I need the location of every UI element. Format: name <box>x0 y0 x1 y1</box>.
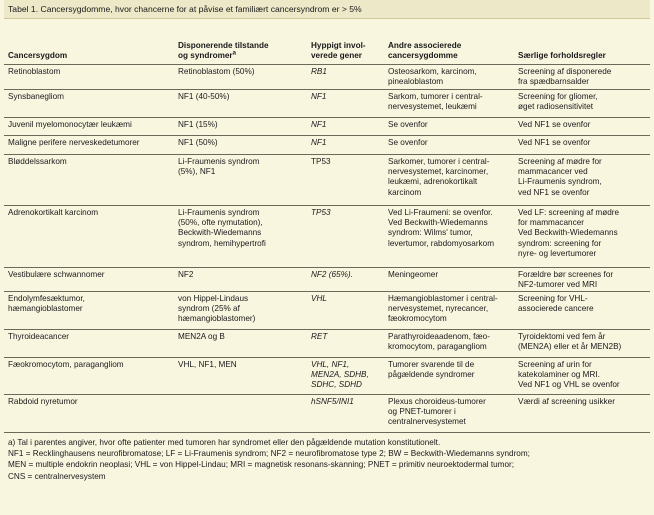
header-cancersygdom: Cancersygdom <box>4 19 174 65</box>
table-cell-c3 <box>307 155 384 206</box>
cell-line: Tumorer svarende til de <box>388 360 475 369</box>
table-cell-c1 <box>4 292 174 330</box>
table-cell-c3 <box>307 90 384 118</box>
cell-line: RET <box>311 332 328 341</box>
cell-line: (MEN2A) eller et år MEN2B) <box>518 342 622 352</box>
cell-line: NF1 <box>311 120 327 129</box>
table-cell-c4 <box>384 292 514 330</box>
cell-line: Ved Beckwith-Wiedemanns <box>388 218 488 228</box>
cell-line: Se ovenfor <box>388 138 428 147</box>
table-row <box>4 118 650 136</box>
cell-line: pinealoblastom <box>388 77 444 87</box>
cell-line: Screening for VHL- <box>518 294 588 303</box>
header-gener: Hyppigt invol- verede gener <box>307 19 384 65</box>
cell-line: NF1 (50%) <box>178 138 218 147</box>
table-cell-c5 <box>514 90 650 118</box>
table-cell-c1 <box>4 395 174 433</box>
cell-line: MEN2A, SDHB, <box>311 370 369 380</box>
cell-line: hSNF5/INI1 <box>311 397 354 406</box>
cell-line: Hæmangioblastomer i central- <box>388 294 498 303</box>
table-cell-c4 <box>384 395 514 433</box>
cell-line: Ved Beckwith-Wiedemanns <box>518 228 618 238</box>
table-cell-c4 <box>384 136 514 155</box>
table-row <box>4 330 650 358</box>
table-cell-c2 <box>174 118 307 136</box>
cell-line: syndrom, hemihypertrofi <box>178 238 266 248</box>
cell-line: fra spædbarnsalder <box>518 77 589 87</box>
table-row <box>4 358 650 395</box>
table-cell-c5 <box>514 292 650 330</box>
cell-line: nervesystemet, karcinomer, <box>388 167 489 177</box>
cell-line: Li-Fraumenis syndrom <box>178 208 260 217</box>
cell-line: pågældende syndromer <box>388 370 475 380</box>
cell-line: NF1 (15%) <box>178 120 218 129</box>
cell-line: Osteosarkom, karcinom, <box>388 67 477 76</box>
cell-line: Ved Li-Fraumeni: se ovenfor. <box>388 208 493 217</box>
table-cell-c2 <box>174 330 307 358</box>
cell-line: Værdi af screening usikker <box>518 397 615 406</box>
table-cell-c4 <box>384 330 514 358</box>
table-cell-c3 <box>307 118 384 136</box>
cell-line: NF1 <box>311 138 327 147</box>
table-cell-c3 <box>307 395 384 433</box>
table-cell-c2 <box>174 65 307 90</box>
table-cell-c1 <box>4 118 174 136</box>
cell-line: MEN2A og B <box>178 332 225 341</box>
cell-line: (50%, ofte nymutation), <box>178 218 263 228</box>
header-disponerende: Disponerende tilstande og syndromer$^a$ <box>174 19 307 65</box>
table-cell-c1 <box>4 90 174 118</box>
cell-line: Ved NF1 se ovenfor <box>518 120 591 129</box>
cell-line: Retinoblastom (50%) <box>178 67 255 76</box>
cell-line: Li-Fraumenis syndrom, <box>518 177 602 187</box>
table-cell-c5 <box>514 395 650 433</box>
cell-line: Beckwith-Wiedemanns <box>178 228 262 238</box>
cell-line: hæmangioblastomer) <box>178 314 256 324</box>
cell-line: øget radiosensitivitet <box>518 102 594 112</box>
table-cell-c2 <box>174 358 307 395</box>
cell-line: SDHC, SDHD <box>311 380 362 390</box>
cancer-syndrome-table <box>4 19 650 433</box>
table-cell-c4 <box>384 268 514 292</box>
cell-line: Ved NF1 se ovenfor <box>518 138 591 147</box>
cell-line: leukæmi, adrenokortikalt <box>388 177 478 187</box>
cell-line: VHL, NF1, MEN <box>178 360 237 369</box>
cell-line: Endolymfesæktumor, <box>8 294 85 303</box>
cell-line: Screening af disponerede <box>518 67 612 76</box>
table-cell-c2 <box>174 292 307 330</box>
header-forholdsregler: Særlige forholdsregler <box>514 19 650 65</box>
table-cell-c3 <box>307 292 384 330</box>
table-cell-c4 <box>384 118 514 136</box>
table-cell-c4 <box>384 155 514 206</box>
table-cell-c4 <box>384 90 514 118</box>
cell-line: associerede cancere <box>518 304 594 314</box>
cell-line: VHL, NF1, <box>311 360 350 369</box>
cell-line: fæokromocytom <box>388 314 447 324</box>
cell-line: levertumor, rabdomyosarkom <box>388 238 495 248</box>
table-row <box>4 136 650 155</box>
table-cell-c5 <box>514 65 650 90</box>
table-cell-c1 <box>4 136 174 155</box>
table-cell-c4 <box>384 206 514 268</box>
table-cell-c5 <box>514 358 650 395</box>
table-cell-c1 <box>4 155 174 206</box>
cell-line: Screening af urin for <box>518 360 592 369</box>
table-row <box>4 268 650 292</box>
table-row <box>4 65 650 90</box>
cell-line: nyre- og levertumorer <box>518 248 597 258</box>
table-cell-c1 <box>4 206 174 268</box>
table-cell-c2 <box>174 206 307 268</box>
table-footnotes <box>4 433 650 482</box>
table-row <box>4 292 650 330</box>
cell-line: karcinom <box>388 187 422 197</box>
cell-line: hæmangioblastomer <box>8 304 83 314</box>
cell-line: Fæokromocytom, paragangliom <box>8 360 124 369</box>
cell-line: NF2 <box>178 270 194 279</box>
table-cell-c1 <box>4 65 174 90</box>
cell-line: Ved NF1 og VHL se ovenfor <box>518 380 620 390</box>
table-cell-c1 <box>4 268 174 292</box>
cell-line: syndrom: Wilms' tumor, <box>388 228 473 238</box>
cell-line: mammacancer ved <box>518 167 588 177</box>
table-row <box>4 395 650 433</box>
cell-line: Forældre bør screenes for <box>518 270 614 279</box>
cell-line: Bløddelssarkom <box>8 157 67 166</box>
table-cell-c2 <box>174 268 307 292</box>
cell-line: Ved LF: screening af mødre <box>518 208 620 217</box>
table-title: Tabel 1. Cancersygdomme, hvor chancerne for at påvise et familiært cancersyndrom er > 5% <box>4 0 650 19</box>
table-cell-c4 <box>384 358 514 395</box>
table-cell-c5 <box>514 330 650 358</box>
cell-line: von Hippel-Lindaus <box>178 294 249 303</box>
cell-line: RB1 <box>311 67 327 76</box>
cell-line: TP53 <box>311 208 331 217</box>
footnote-a: a) Tal i parentes angiver, hvor ofte patienter med tumoren har syndromet eller den pågældende mutation konstitutionelt. <box>8 438 441 447</box>
cell-line: Tyroidektomi ved fem år <box>518 332 606 341</box>
table-cell-c1 <box>4 358 174 395</box>
cell-line: Maligne perifere nerveskedetumorer <box>8 138 140 147</box>
table-cell-c5 <box>514 206 650 268</box>
footnote-abbrev-1: NF1 = Recklinghausens neurofibromatose; LF = Li-Fraumenis syndrom; NF2 = neurofibromatose type 2; BW = Beckwith-Wiedemanns syndrom; <box>8 449 530 459</box>
table-cell-c2 <box>174 155 307 206</box>
table-cell-c3 <box>307 358 384 395</box>
cell-line: nervesystemet, leukæmi <box>388 102 477 112</box>
table-cell-c5 <box>514 155 650 206</box>
table-cell-c5 <box>514 268 650 292</box>
table-cell-c5 <box>514 136 650 155</box>
cell-line: Parathyroideaadenom, fæo- <box>388 332 490 341</box>
cell-line: og PNET-tumorer i <box>388 407 456 417</box>
cell-line: Rabdoid nyretumor <box>8 397 78 406</box>
cell-line: NF1 (40-50%) <box>178 92 230 101</box>
cell-line: nervesystemet, nyrecancer, <box>388 304 489 314</box>
cell-line: syndrom (25% af <box>178 304 240 314</box>
table-cell-c2 <box>174 136 307 155</box>
table-cell-c3 <box>307 330 384 358</box>
table-cell-c2 <box>174 90 307 118</box>
table-cell-c3 <box>307 65 384 90</box>
cell-line: Li-Fraumenis syndrom <box>178 157 260 166</box>
cell-line: Thyroideacancer <box>8 332 69 341</box>
cell-line: NF2-tumorer ved MRI <box>518 280 598 290</box>
cell-line: Screening for gliomer, <box>518 92 598 101</box>
cell-line: Sarkom, tumorer i central- <box>388 92 483 101</box>
cell-line: NF1 <box>311 92 327 101</box>
header-andre: Andre associerede cancersygdomme <box>384 19 514 65</box>
cell-line: ved NF1 se ovenfor <box>518 187 590 197</box>
cell-line: Adrenokortikalt karcinom <box>8 208 99 217</box>
table-cell-c5 <box>514 118 650 136</box>
table-row <box>4 206 650 268</box>
cell-line: katekolaminer og MRI. <box>518 370 600 380</box>
cell-line: kromocytom, paragangliom <box>388 342 487 352</box>
table-cell-c3 <box>307 136 384 155</box>
cell-line: centralnervesystemet <box>388 417 466 427</box>
table-cell-c1 <box>4 330 174 358</box>
cell-line: Meningeomer <box>388 270 439 279</box>
cell-line: Vestibulære schwannomer <box>8 270 105 279</box>
table-header-row <box>4 19 650 65</box>
footnote-abbrev-3: CNS = centralnervesystem <box>8 471 106 481</box>
cell-line: (5%), NF1 <box>178 167 216 177</box>
table-cell-c2 <box>174 395 307 433</box>
cell-line: Screening af mødre for <box>518 157 602 166</box>
cell-line: Se ovenfor <box>388 120 428 129</box>
cell-line: Juvenil myelomonocytær leukæmi <box>8 120 132 129</box>
cell-line: Plexus choroideus-tumorer <box>388 397 486 406</box>
table-row <box>4 155 650 206</box>
table-cell-c4 <box>384 65 514 90</box>
table-cell-c3 <box>307 268 384 292</box>
cell-line: TP53 <box>311 157 331 166</box>
cell-line: VHL <box>311 294 327 303</box>
table-row <box>4 90 650 118</box>
cell-line: Sarkomer, tumorer i central- <box>388 157 490 166</box>
cell-line: Synsbanegliom <box>8 92 64 101</box>
cell-line: Retinoblastom <box>8 67 61 76</box>
cell-line: for mammacancer <box>518 218 584 228</box>
cell-line: NF2 (65%). <box>311 270 353 279</box>
cell-line: syndrom: screening for <box>518 238 602 248</box>
table-cell-c3 <box>307 206 384 268</box>
footnote-abbrev-2: MEN = multiple endokrin neoplasi; VHL = von Hippel-Lindau; MRI = magnetisk resonans-skanning; PNET = primitiv neuroektodermal tumor; <box>8 460 515 470</box>
